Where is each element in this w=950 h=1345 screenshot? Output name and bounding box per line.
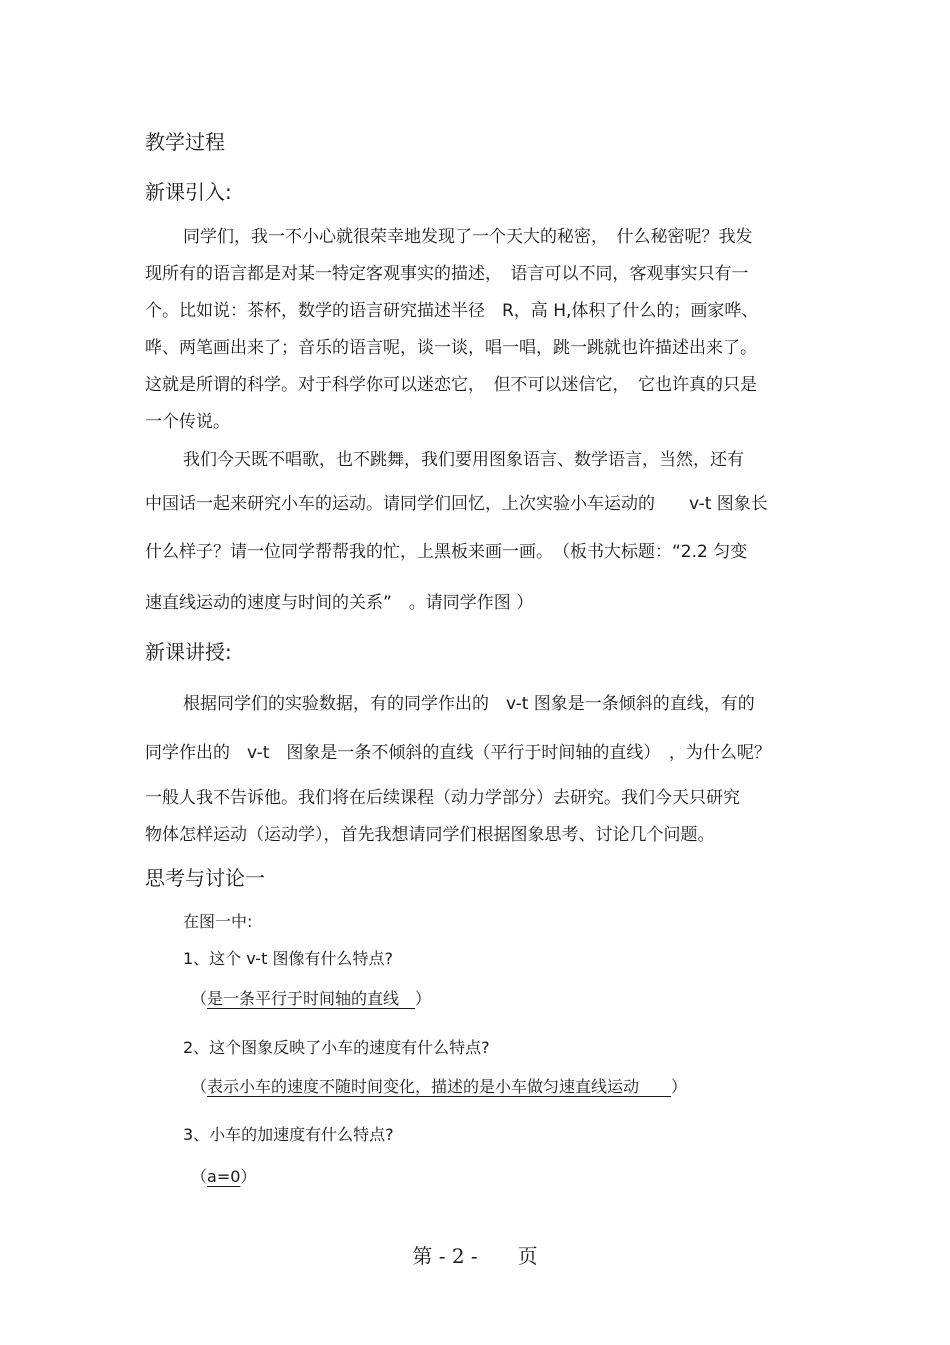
answer-1: （是一条平行于时间轴的直线 ）	[191, 989, 432, 1008]
paragraph-line: 这就是所谓的科学。对于科学你可以迷恋它， 但不可以迷信它， 它也许真的只是	[145, 375, 757, 395]
paragraph-line: 物体怎样运动（运动学），首先我想请同学们根据图象思考、讨论几个问题。	[145, 825, 715, 845]
paragraph-line: 根据同学们的实验数据，有的同学作出的 v-t 图象是一条倾斜的直线，有的	[183, 694, 755, 714]
question-3: 3、小车的加速度有什么特点?	[183, 1125, 394, 1144]
heading-new-lesson-intro: 新课引入:	[145, 180, 232, 204]
paragraph-line: 个。比如说：茶杯，数学的语言研究描述半径 R，高 H,体积了什么的；画家哗、	[145, 301, 759, 321]
paragraph-line: 同学们，我一不小心就很荣幸地发现了一个天大的秘密， 什么秘密呢？我发	[183, 227, 753, 247]
paragraph-line: 同学作出的 v-t 图象是一条不倾斜的直线（平行于时间轴的直线） ，为什么呢？	[145, 743, 771, 763]
question-2: 2、这个图象反映了小车的速度有什么特点?	[183, 1038, 490, 1057]
paragraph-line: 一般人我不告诉他。我们将在后续课程（动力学部分）去研究。我们今天只研究	[145, 788, 740, 808]
answer-3-text: a=0	[207, 1167, 241, 1186]
page-number: 第 - 2 - 页	[412, 1244, 538, 1268]
heading-new-lesson-lecture: 新课讲授:	[145, 640, 232, 664]
answer-2: （表示小车的速度不随时间变化，描述的是小车做匀速直线运动 ）	[191, 1077, 688, 1096]
heading-teaching-process: 教学过程	[145, 130, 225, 154]
question-1: 1、这个 v-t 图像有什么特点?	[183, 949, 393, 968]
heading-discussion-one: 思考与讨论一	[145, 866, 265, 890]
paragraph-line: 中国话一起来研究小车的运动。请同学们回忆，上次实验小车运动的 v-t 图象长	[145, 494, 768, 514]
answer-2-text: 表示小车的速度不随时间变化，描述的是小车做匀速直线运动	[207, 1077, 672, 1096]
paragraph-line: 速直线运动的速度与时间的关系” 。请同学作图 ）	[145, 593, 534, 613]
paragraph-line: 我们今天既不唱歌，也不跳舞，我们要用图象语言、数学语言，当然，还有	[183, 450, 744, 470]
answer-3: （a=0）	[191, 1167, 257, 1186]
paragraph-line: 哗、两笔画出来了；音乐的语言呢，谈一谈，唱一唱，跳一跳就也许描述出来了。	[145, 338, 757, 358]
answer-1-text: 是一条平行于时间轴的直线	[207, 989, 416, 1008]
discussion-intro: 在图一中:	[183, 912, 253, 931]
paragraph-line: 什么样子？请一位同学帮帮我的忙，上黑板来画一画。 （板书大标题：“2.2 匀变	[145, 542, 748, 562]
paragraph-line: 现所有的语言都是对某一特定客观事实的描述， 语言可以不同，客观事实只有一	[145, 264, 749, 284]
paragraph-line: 一个传说。	[145, 412, 230, 432]
